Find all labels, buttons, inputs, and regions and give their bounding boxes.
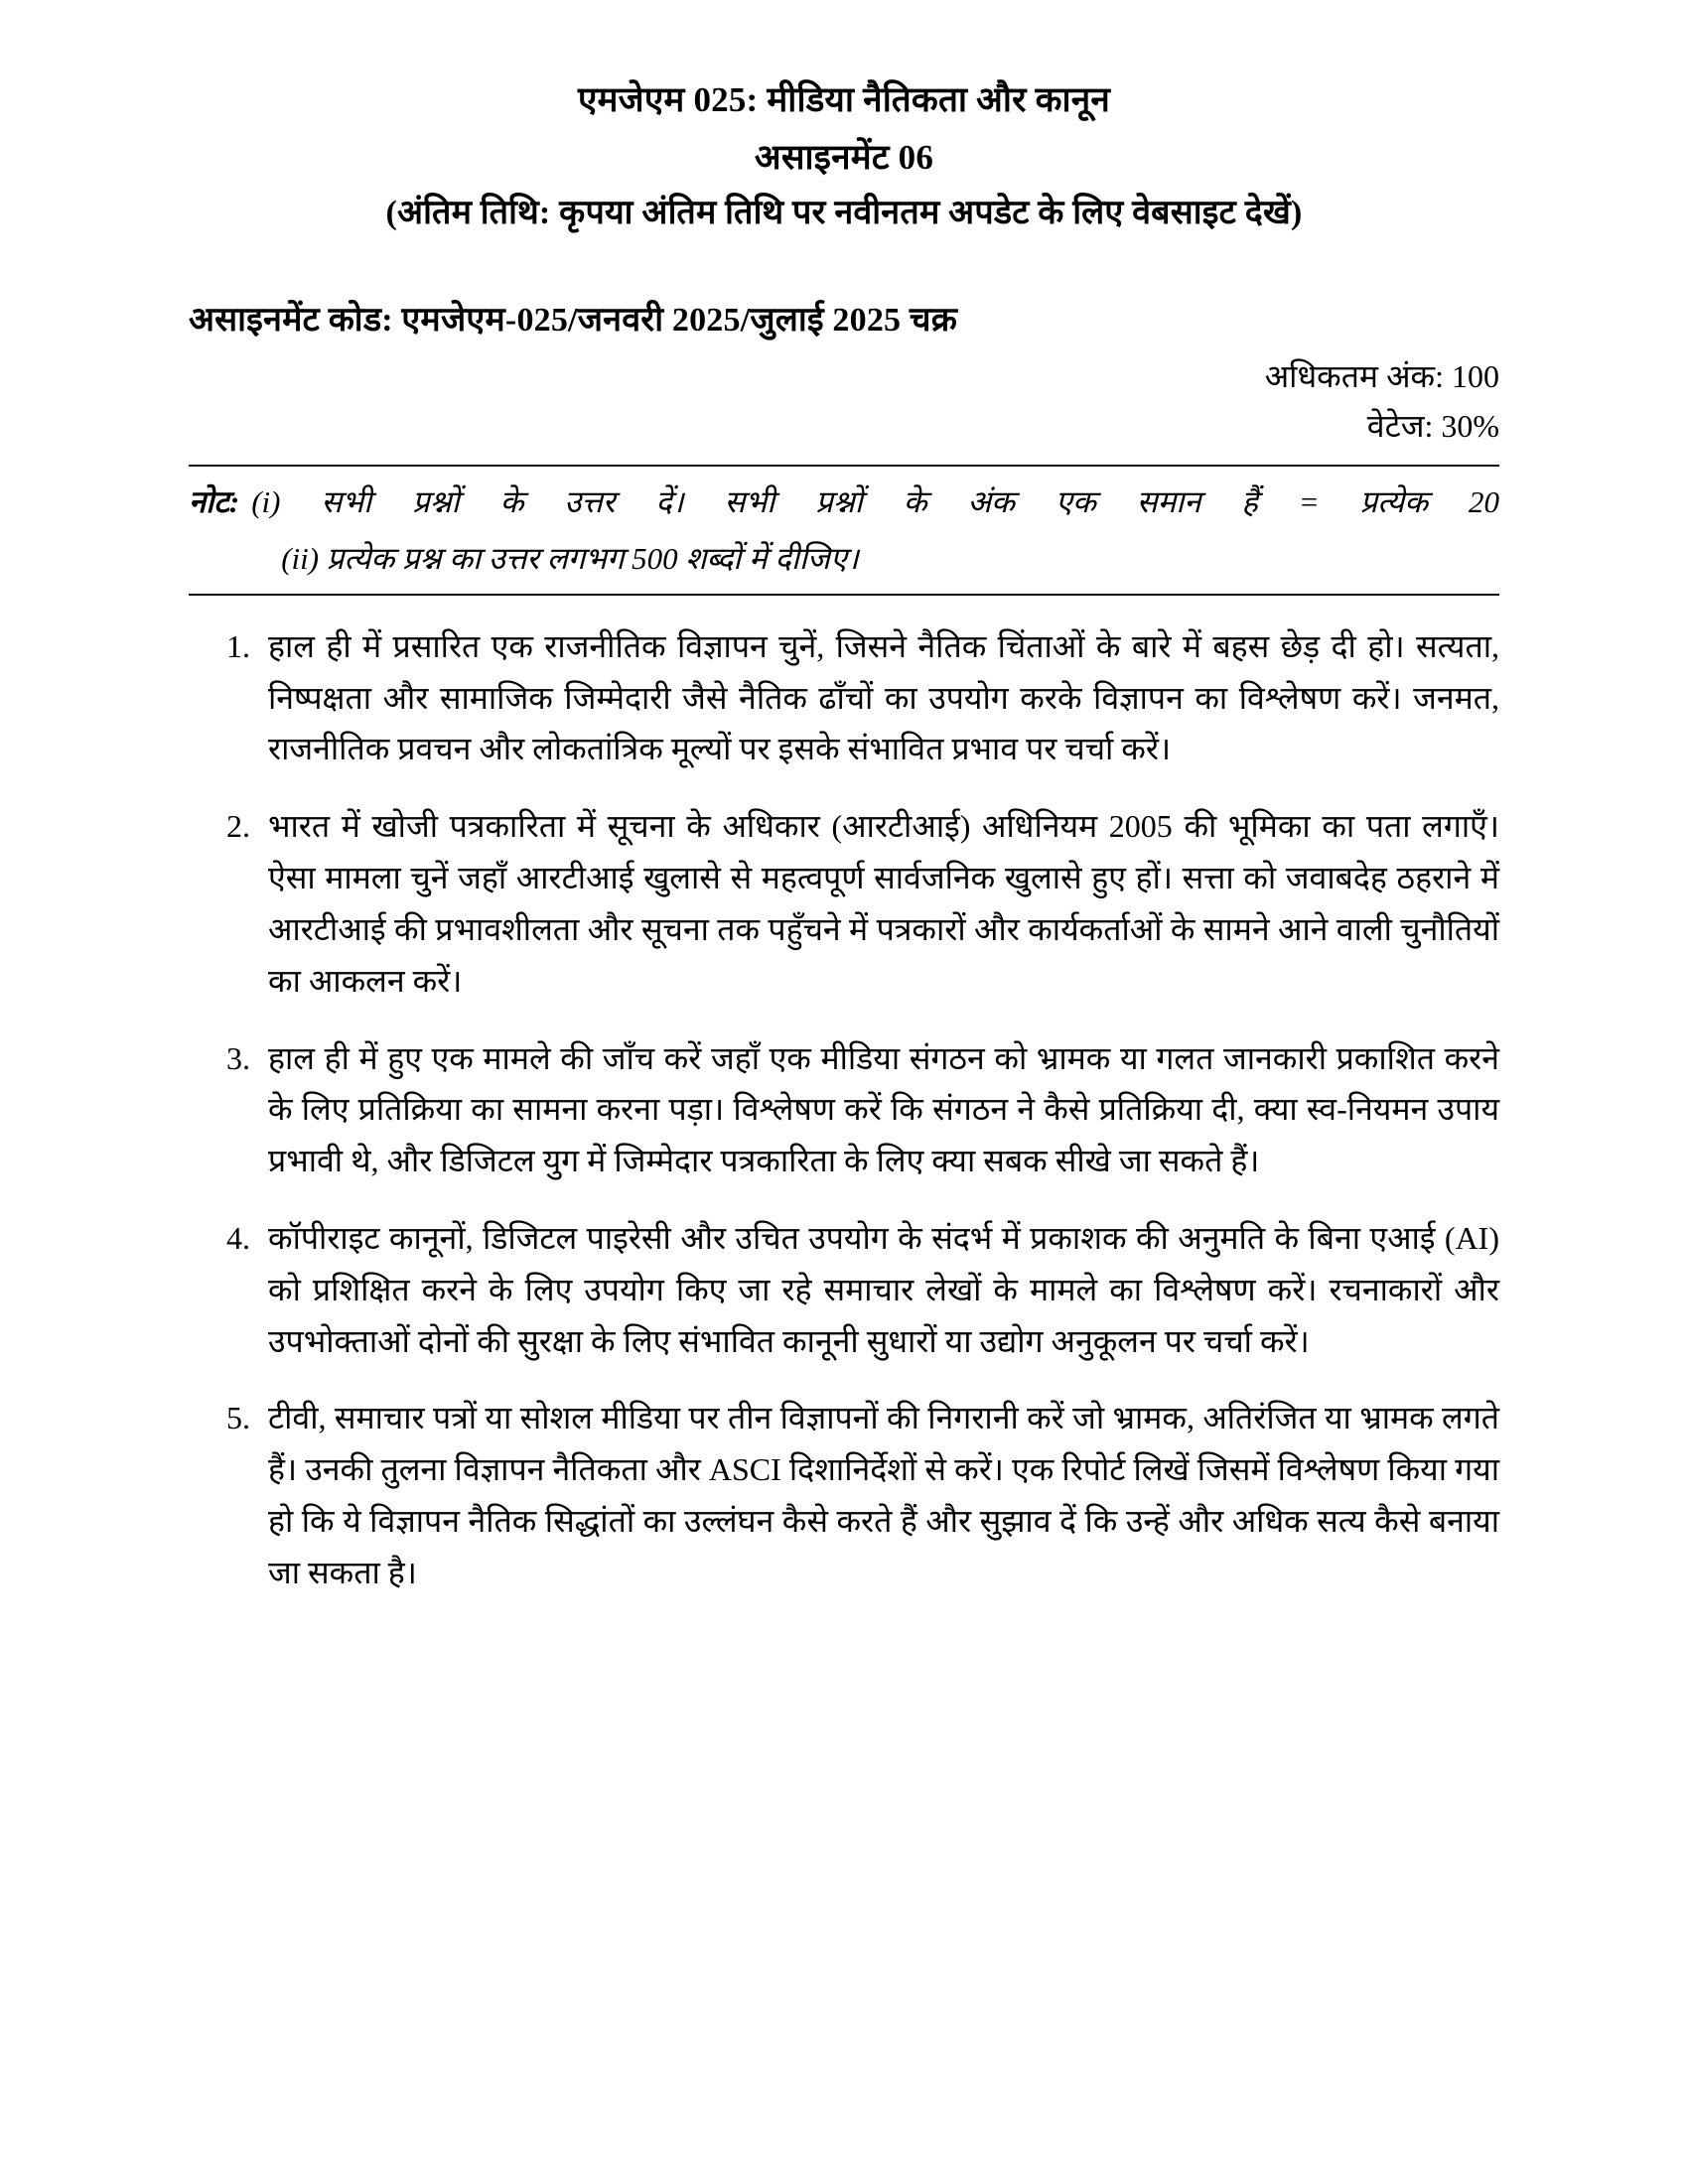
list-item (216, 1213, 1499, 1367)
note-row (189, 478, 1499, 582)
note-item-ii: (ii) प्रत्येक प्रश्न का उत्तर लगभग 500 शब्दों में दीजिए। (281, 540, 859, 576)
note-label: नोट: (189, 483, 240, 519)
question-text: हाल ही में हुए एक मामले की जाँच करें जहाँ एक मीडिया संगठन को भ्रामक या गलत जानकारी प्रकाशित करने के लिए प्रतिक्रिया का सामना करना पड़ा। विश्लेषण करें कि संगठन ने कैसे प्रतिक्रिया दी, क्या स्व-नियमन उपाय प्रभावी थे, और डिजिटल युग में जिम्मेदार पत्रकारिता के लिए क्या सबक सीखे जा सकते हैं। (268, 1039, 1499, 1179)
note-lines (251, 478, 1499, 582)
question-text: भारत में खोजी पत्रकारिता में सूचना के अधिकार (आरटीआई) अधिनियम 2005 की भूमिका का पता लगाएँ। ऐसा मामला चुनें जहाँ आरटीआई खुलासे से महत्वपूर्ण सार्वजनिक खुलासे हुए हों। सत्ता को जवाबदेह ठहराने में आरटीआई की प्रभावशीलता और सूचना तक पहुँचने में पत्रकारों और कार्यकर्ताओं के सामने आने वाली चुनौतियों का आकलन करें। (268, 808, 1499, 999)
page-title: एमजेएम 025: मीडिया नैतिकता और कानून (577, 80, 1111, 119)
note-item-i: (i) सभी प्रश्नों के उत्तर दें। सभी प्रश्नों के अंक एक समान हैं = प्रत्येक 20 (251, 483, 1499, 519)
question-text: टीवी, समाचार पत्रों या सोशल मीडिया पर तीन विज्ञापनों की निगरानी करें जो भ्रामक, अतिरंजित या भ्रामक लगते हैं। उनकी तुलना विज्ञापन नैतिकता और ASCI दिशानिर्देशों से करें। एक रिपोर्ट लिखें जिसमें विश्लेषण किया गया हो कि ये विज्ञापन नैतिक सिद्धांतों का उल्लंघन कैसे करते हैं और सुझाव दें कि उन्हें और अधिक सत्य कैसे बनाया जा सकता है। (268, 1400, 1499, 1590)
question-list (216, 621, 1499, 1599)
question-number: 3. (226, 1039, 250, 1076)
question-number: 4. (226, 1220, 250, 1256)
weightage: वेटेज: 30% (1366, 408, 1499, 445)
note-block (189, 467, 1499, 586)
list-item (216, 1033, 1499, 1187)
question-number: 2. (226, 808, 250, 845)
list-item (216, 1393, 1499, 1598)
assignment-code: असाइनमेंट कोड: एमजेएम-025/जनवरी 2025/जुलाई 2025 चक्र (189, 302, 958, 340)
assignment-number: असाइनमेंट 06 (754, 137, 934, 177)
list-item (216, 801, 1499, 1007)
question-text: हाल ही में प्रसारित एक राजनीतिक विज्ञापन चुनें, जिसने नैतिक चिंताओं के बारे में बहस छेड़ दी हो। सत्यता, निष्पक्षता और सामाजिक जिम्मेदारी जैसे नैतिक ढाँचों का उपयोग करके विज्ञापन का विश्लेषण करें। जनमत, राजनीतिक प्रवचन और लोकतांत्रिक मूल्यों पर इसके संभावित प्रभाव पर चर्चा करें। (268, 627, 1499, 767)
question-number: 5. (226, 1400, 250, 1436)
maximum-marks: अधिकतम अंक: 100 (1264, 358, 1499, 395)
question-number: 1. (226, 627, 250, 664)
due-date-note: (अंतिम तिथि: कृपया अंतिम तिथि पर नवीनतम अपडेट के लिए वेबसाइट देखें) (385, 195, 1303, 231)
question-text: कॉपीराइट कानूनों, डिजिटल पाइरेसी और उचित उपयोग के संदर्भ में प्रकाशक की अनुमति के बिना एआई (AI) को प्रशिक्षित करने के लिए उपयोग किए जा रहे समाचार लेखों के मामले का विश्लेषण करें। रचनाकारों और उपभोक्ताओं दोनों की सुरक्षा के लिए संभावित कानूनी सुधारों या उद्योग अनुकूलन पर चर्चा करें। (268, 1220, 1499, 1359)
divider-bottom (189, 594, 1499, 596)
list-item (216, 621, 1499, 775)
document-header (189, 77, 1499, 235)
